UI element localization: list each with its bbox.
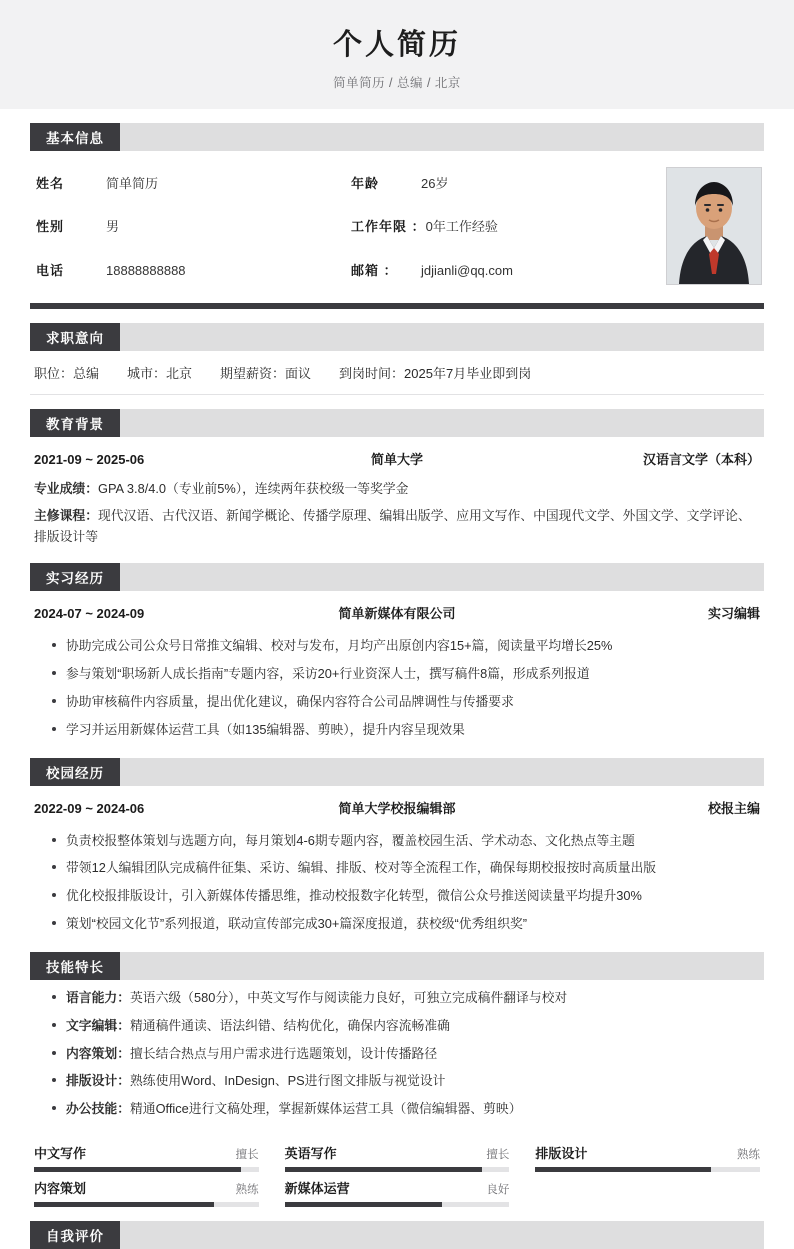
skill-bar-track xyxy=(535,1167,760,1172)
internship-date: 2024-07 ~ 2024-09 xyxy=(34,606,145,622)
skill-lead: 语言能力： xyxy=(66,989,130,1005)
section-title-basic: 基本信息 xyxy=(30,123,120,151)
skill-bar-track xyxy=(34,1167,259,1172)
field-value: jdjianli@qq.com xyxy=(421,262,513,278)
field-label: 电话 xyxy=(36,262,65,278)
section-header-education xyxy=(30,409,764,437)
section-header-basic xyxy=(30,123,764,151)
section-title-intention: 求职意向 xyxy=(30,323,120,351)
internship-role: 实习编辑 xyxy=(707,606,760,622)
field-name xyxy=(36,173,351,198)
list-item: 参与策划“职场新人成长指南”专题内容，采访20+行业资深人士，撰写稿件8篇，形成系列报道 xyxy=(52,660,764,688)
field-phone xyxy=(36,260,351,285)
field-label: 年龄 xyxy=(351,176,380,191)
education-gpa-line xyxy=(30,474,764,501)
education-school: 简单大学 xyxy=(370,452,423,467)
field-value: 26岁 xyxy=(421,176,449,191)
campus-entry-head xyxy=(30,786,764,823)
campus-role: 校报主编 xyxy=(707,800,760,816)
field-value: 18888888888 xyxy=(106,262,186,278)
skill-bar-level: 熟练 xyxy=(737,1149,760,1162)
internship-company: 简单新媒体有限公司 xyxy=(338,606,456,622)
skill-text: 精通Office进行文稿处理，掌握新媒体运营工具（微信编辑器、剪映） xyxy=(129,1101,522,1117)
list-item: 负责校报整体策划与选题方向，每月策划4-6期专题内容，覆盖校园生活、学术动态、文化热点等主题 xyxy=(52,827,764,855)
skill-bar-track xyxy=(285,1167,510,1172)
page-title: 个人简历 xyxy=(332,29,461,61)
skill-bar-item xyxy=(285,1143,510,1172)
section-bar-rest xyxy=(120,758,764,786)
section-title-skills: 技能特长 xyxy=(30,952,120,980)
education-courses-text: 现代汉语、古代汉语、新闻学概论、传播学原理、编辑出版学、应用文写作、中国现代文学、外国文学、文学评论、排版设计等 xyxy=(34,508,751,545)
field-value: 简单简历 xyxy=(106,176,159,191)
skill-bar-level: 良好 xyxy=(486,1184,510,1197)
list-item xyxy=(52,1067,764,1095)
list-item: 协助审核稿件内容质量，提出优化建议，确保内容符合公司品牌调性与传播要求 xyxy=(52,688,764,716)
section-header-skills xyxy=(30,952,764,980)
skill-bar-level: 熟练 xyxy=(235,1184,259,1197)
list-item: 学习并运用新媒体运营工具（如135编辑器、剪映），提升内容呈现效果 xyxy=(52,716,764,744)
list-item: 协助完成公司公众号日常推文编辑、校对与发布，月均产出原创内容15+篇，阅读量平均增长25% xyxy=(52,632,764,660)
field-label: 姓名 xyxy=(36,176,65,191)
skill-bar-item xyxy=(34,1178,259,1207)
skill-bar-track xyxy=(34,1202,259,1207)
skill-bar-item xyxy=(285,1178,510,1207)
header-subtitle: 简单简历 / 总编 / 北京 xyxy=(333,76,461,90)
skill-bar-level: 擅长 xyxy=(235,1149,259,1162)
resume-header xyxy=(0,0,794,109)
field-email xyxy=(351,260,666,285)
section-bar-rest xyxy=(120,323,764,351)
campus-date: 2022-09 ~ 2024-06 xyxy=(34,800,145,816)
skill-lead: 办公技能： xyxy=(66,1101,130,1117)
avatar-illustration xyxy=(667,168,761,284)
field-label: 工作年限 ： xyxy=(351,219,426,235)
field-value: 0年工作经验 xyxy=(425,219,498,235)
skill-text: 精通稿件通读、语法纠错、结构优化，确保内容流畅准确 xyxy=(129,1017,450,1033)
section-bar-rest xyxy=(120,952,764,980)
section-bar-rest xyxy=(120,563,764,591)
section-header-intention xyxy=(30,323,764,351)
education-courses-line xyxy=(30,501,764,549)
campus-org: 简单大学校报编辑部 xyxy=(338,800,456,816)
section-header-campus xyxy=(30,758,764,786)
intention-city: 城市：北京 xyxy=(127,366,193,381)
field-value: 男 xyxy=(106,219,120,235)
intention-position: 职位：总编 xyxy=(34,366,100,381)
education-courses-label: 主修课程： xyxy=(34,508,98,524)
education-gpa-text: GPA 3.8/4.0（专业前5%），连续两年获校级一等奖学金 xyxy=(97,481,409,496)
thick-divider xyxy=(30,303,764,309)
skill-bar-fill xyxy=(34,1202,214,1207)
skill-text: 熟练使用Word、InDesign、PS进行图文排版与视觉设计 xyxy=(129,1073,446,1089)
field-age xyxy=(351,173,666,198)
skill-lead: 内容策划： xyxy=(66,1045,130,1061)
skill-bar-name: 新媒体运营 xyxy=(284,1181,350,1197)
section-header-bottom xyxy=(30,1221,764,1249)
section-title-campus: 校园经历 xyxy=(30,758,120,786)
field-experience xyxy=(351,216,666,241)
skill-lead: 文字编辑： xyxy=(66,1017,130,1033)
list-item: 带领12人编辑团队完成稿件征集、采访、编辑、排版、校对等全流程工作，确保每期校报按时高质量出版 xyxy=(52,854,764,882)
skill-bar-item xyxy=(34,1143,259,1172)
skill-bars-grid xyxy=(30,1131,764,1207)
skill-text: 擅长结合热点与用户需求进行选题策划，设计传播路径 xyxy=(129,1045,438,1061)
section-title-bottom: 自我评价 xyxy=(30,1221,120,1249)
internship-entry-head xyxy=(30,591,764,628)
education-date: 2021-09 ~ 2025-06 xyxy=(34,452,145,467)
skill-bar-fill xyxy=(285,1202,442,1207)
section-header-internship xyxy=(30,563,764,591)
skill-bar-name: 中文写作 xyxy=(34,1146,87,1162)
education-entry-head xyxy=(30,437,764,474)
list-item: 策划“校园文化节”系列报道，联动宣传部完成30+篇深度报道，获校级“优秀组织奖” xyxy=(52,910,764,938)
skill-bar-fill xyxy=(535,1167,710,1172)
list-item xyxy=(52,1012,764,1040)
skill-bar-level: 擅长 xyxy=(486,1149,510,1162)
skill-bar-fill xyxy=(285,1167,483,1172)
campus-bullets xyxy=(30,827,764,938)
intention-row xyxy=(30,351,764,395)
skill-bar-name: 内容策划 xyxy=(34,1181,87,1197)
field-gender xyxy=(36,216,351,241)
list-item: 优化校报排版设计，引入新媒体传播思维，推动校报数字化转型，微信公众号推送阅读量平均提升30% xyxy=(52,882,764,910)
section-bar-rest xyxy=(120,123,764,151)
field-label: 性别 xyxy=(36,219,65,235)
skill-bar-name: 排版设计 xyxy=(535,1146,588,1162)
list-item xyxy=(52,1095,764,1123)
section-bar-rest xyxy=(120,409,764,437)
skills-bullets xyxy=(30,984,764,1123)
section-title-internship: 实习经历 xyxy=(30,563,120,591)
basic-info-fields xyxy=(30,167,666,285)
education-gpa-label: 专业成绩： xyxy=(34,481,98,496)
list-item xyxy=(52,1040,764,1068)
internship-bullets xyxy=(30,632,764,743)
basic-info-block xyxy=(30,151,764,293)
skill-bar-track xyxy=(285,1202,510,1207)
education-major: 汉语言文学（本科） xyxy=(642,452,760,467)
skill-bar-placeholder xyxy=(535,1178,760,1207)
skill-bar-name: 英语写作 xyxy=(284,1146,337,1162)
skill-bar-fill xyxy=(34,1167,241,1172)
intention-salary: 期望薪资：面议 xyxy=(220,366,312,381)
skill-bar-item xyxy=(535,1143,760,1172)
skill-text: 英语六级（580分），中英文写作与阅读能力良好，可独立完成稿件翻译与校对 xyxy=(129,989,568,1005)
skill-lead: 排版设计： xyxy=(66,1073,130,1089)
list-item xyxy=(52,984,764,1012)
intention-start-date: 到岗时间：2025年7月毕业即到岗 xyxy=(339,366,532,381)
field-label: 邮箱 ： xyxy=(351,262,398,278)
avatar xyxy=(666,167,762,285)
section-title-education: 教育背景 xyxy=(30,409,120,437)
